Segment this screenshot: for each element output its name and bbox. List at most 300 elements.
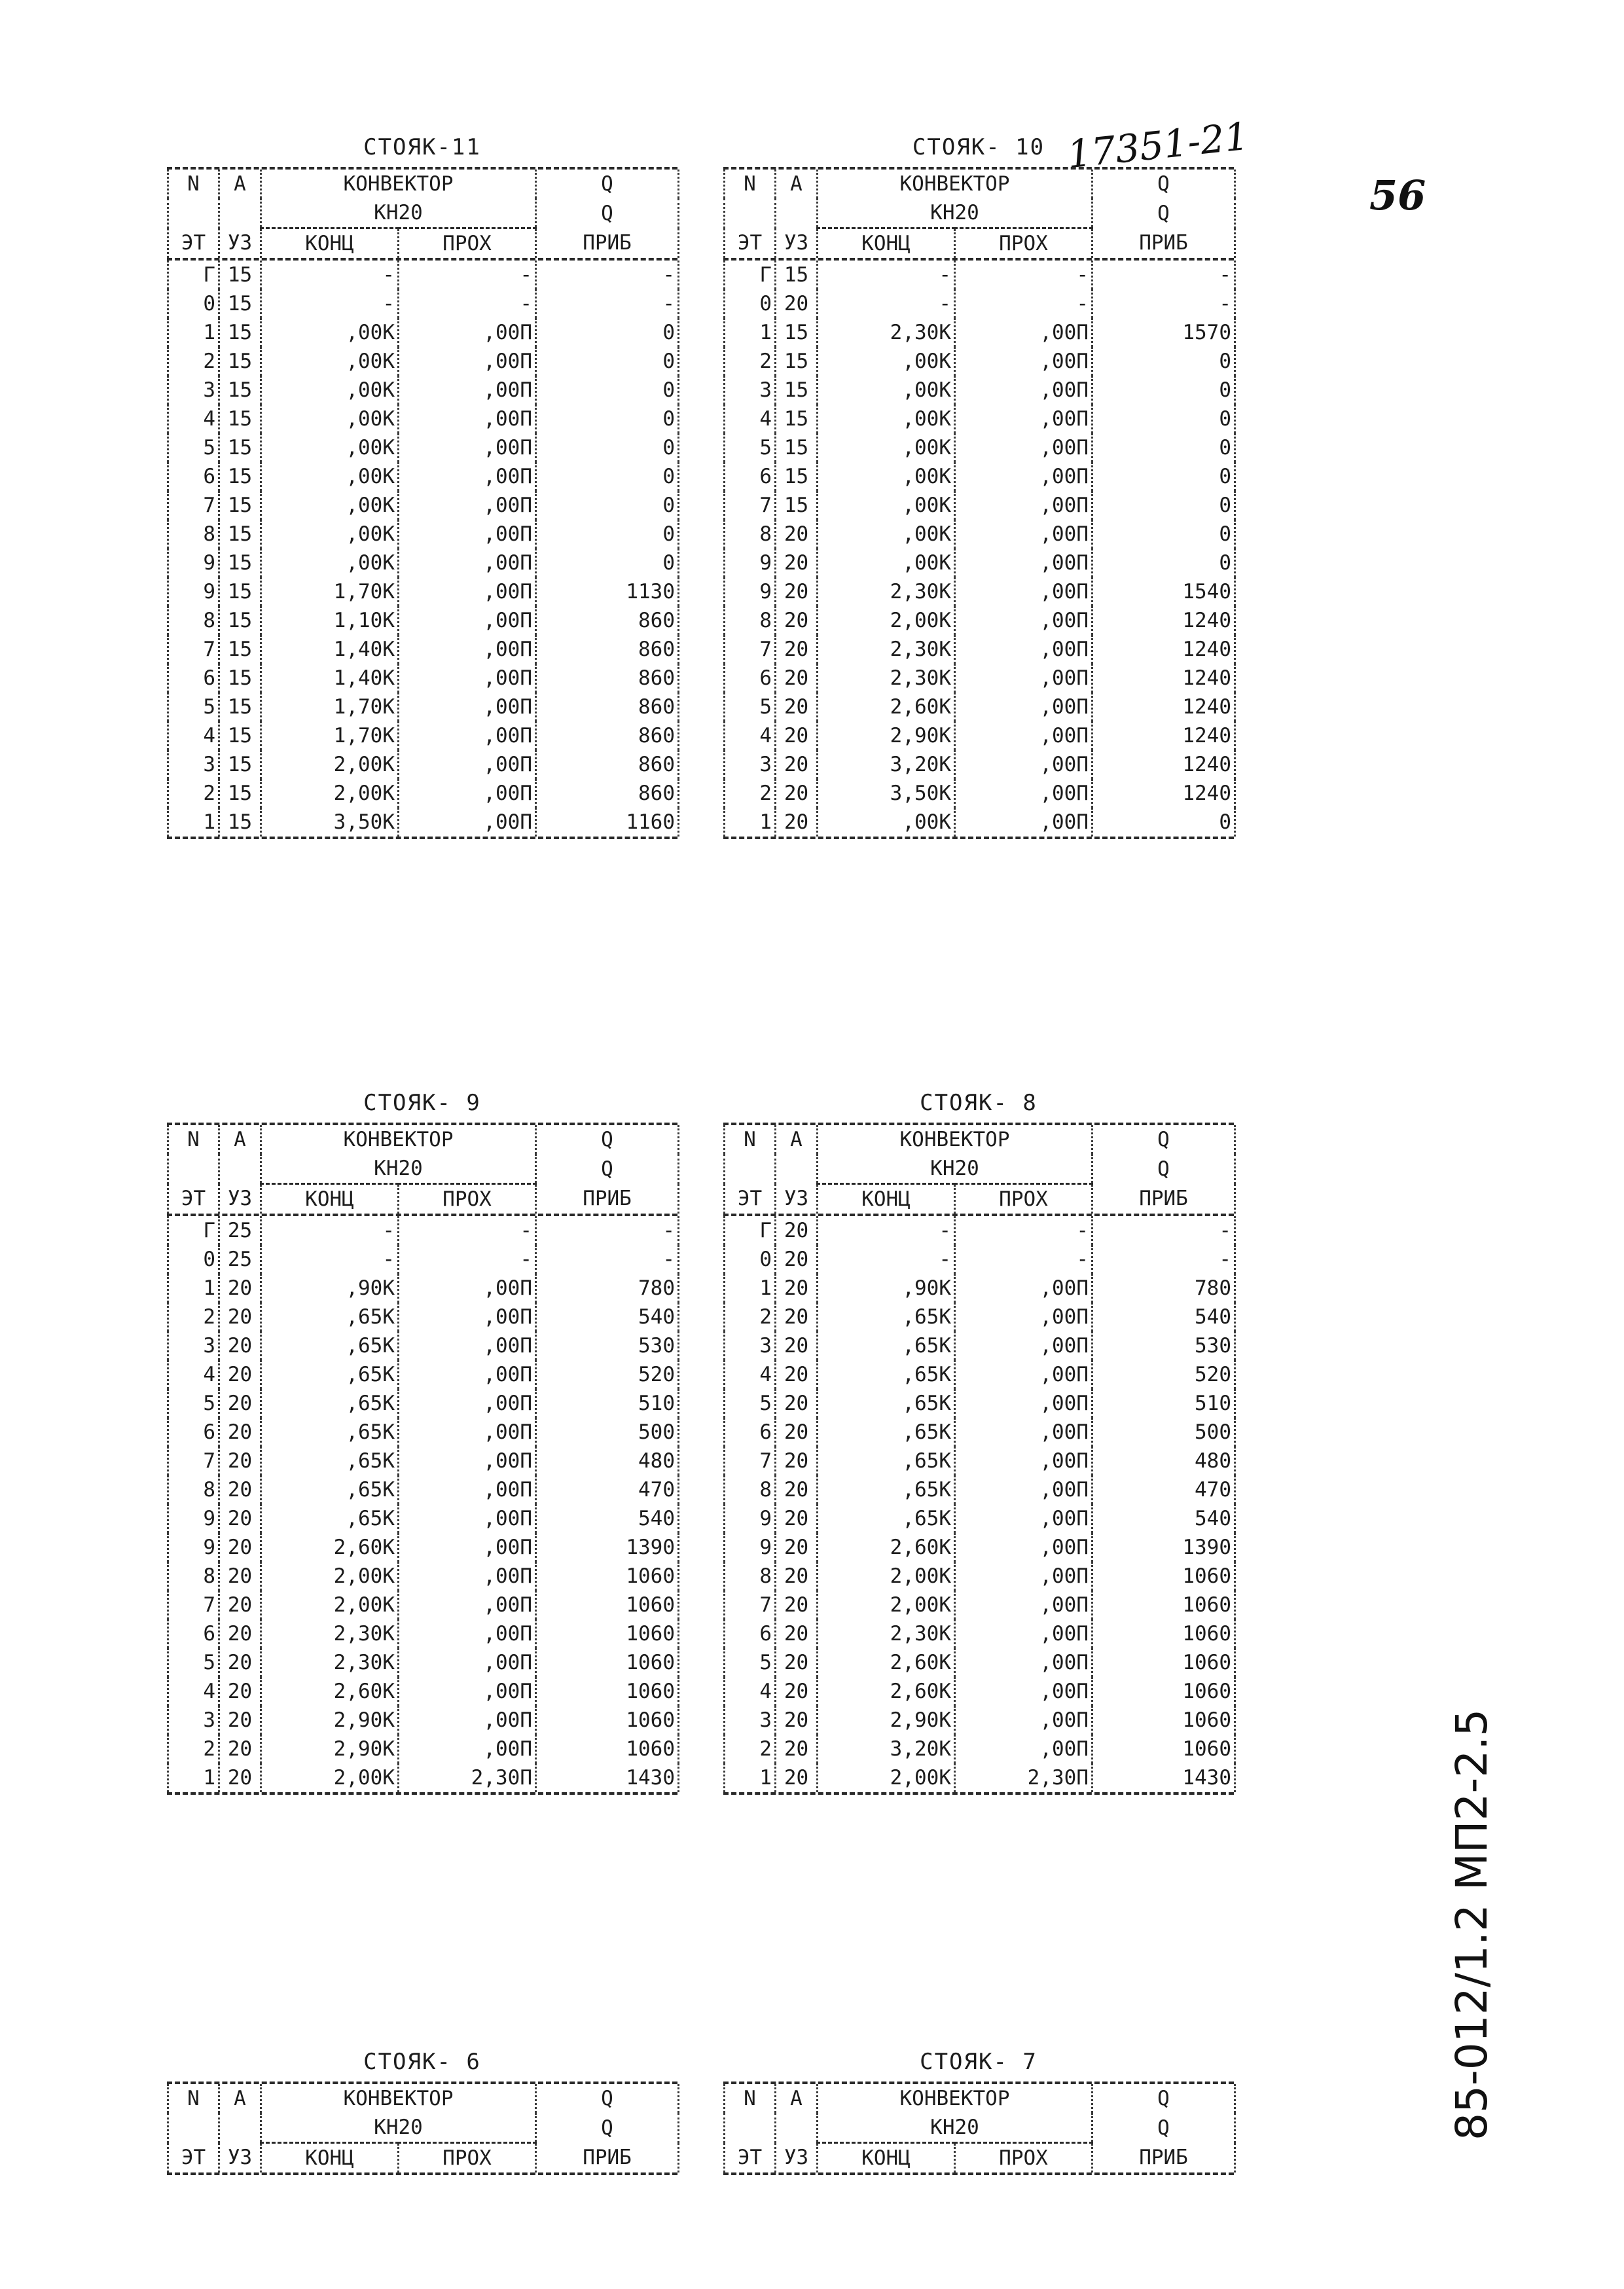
cell-floor: 1 [725, 808, 776, 837]
table-row [725, 1447, 1235, 1475]
cell-konts: - [818, 289, 955, 318]
table-row [168, 1389, 679, 1418]
cell-node: 20 [776, 635, 818, 664]
cell-node: 15 [219, 289, 261, 318]
cell-prokh: ,00П [399, 1331, 536, 1360]
cell-node: 20 [219, 1562, 261, 1591]
cell-konts: 1,70К [261, 577, 399, 606]
cell-node: 20 [219, 1619, 261, 1648]
header-uz: УЗ [219, 1184, 261, 1214]
cell-floor: 2 [725, 779, 776, 808]
cell-floor: 6 [725, 462, 776, 491]
cell-node: 15 [219, 606, 261, 635]
cell-prib: 1060 [536, 1562, 679, 1591]
table-row [168, 289, 679, 318]
cell-konts: ,00К [261, 491, 399, 520]
header-convector: КОНВЕКТОР [818, 1125, 1092, 1154]
cell-prokh: ,00П [399, 1706, 536, 1735]
header-blank [725, 198, 776, 228]
cell-prokh: ,00П [955, 1677, 1092, 1706]
header-blank [219, 198, 261, 228]
table-row [168, 1303, 679, 1331]
header-row [168, 2113, 679, 2143]
cell-node: 20 [219, 1533, 261, 1562]
cell-node: 15 [219, 549, 261, 577]
cell-prib: 0 [536, 491, 679, 520]
cell-konts: 1,40К [261, 664, 399, 693]
riser-block [167, 128, 677, 839]
table-row [725, 779, 1235, 808]
cell-prokh: ,00П [955, 808, 1092, 837]
header-a: А [219, 2084, 261, 2113]
cell-floor: 9 [168, 577, 219, 606]
cell-prokh: ,00П [955, 549, 1092, 577]
cell-floor: 8 [168, 606, 219, 635]
header-model: КН20 [261, 2113, 536, 2143]
header-et: ЭТ [168, 228, 219, 259]
cell-floor: 9 [725, 1504, 776, 1533]
header-row [725, 170, 1235, 198]
riser-block [723, 2042, 1234, 2175]
header-model: КН20 [818, 1154, 1092, 1184]
header-row [168, 1184, 679, 1214]
header-uz: УЗ [776, 228, 818, 259]
cell-prokh: ,00П [399, 1475, 536, 1504]
header-blank [168, 2113, 219, 2143]
cell-konts: ,90К [261, 1274, 399, 1303]
cell-konts: 2,00К [261, 779, 399, 808]
cell-node: 15 [219, 405, 261, 433]
cell-konts: 3,50К [818, 779, 955, 808]
header-prib: ПРИБ [536, 228, 679, 259]
cell-node: 15 [219, 664, 261, 693]
cell-prib: 0 [536, 520, 679, 549]
cell-prokh: ,00П [399, 1389, 536, 1418]
table-row [725, 261, 1235, 289]
cell-prib: 1240 [1092, 750, 1235, 779]
cell-floor: 2 [168, 779, 219, 808]
cell-konts: ,65К [818, 1331, 955, 1360]
header-blank [725, 1154, 776, 1184]
header-row [725, 1184, 1235, 1214]
table-row [168, 577, 679, 606]
cell-node: 15 [219, 347, 261, 376]
cell-prokh: ,00П [399, 376, 536, 405]
header-row [725, 2113, 1235, 2143]
cell-prib: 0 [1092, 549, 1235, 577]
cell-node: 25 [219, 1216, 261, 1245]
cell-prokh: ,00П [955, 1360, 1092, 1389]
table-row [725, 491, 1235, 520]
cell-prokh: - [955, 1216, 1092, 1245]
cell-konts: ,65К [261, 1360, 399, 1389]
cell-floor: 8 [725, 1475, 776, 1504]
header-row [725, 2084, 1235, 2113]
table-row [168, 1504, 679, 1533]
cell-floor: 1 [168, 1274, 219, 1303]
table-row [725, 1533, 1235, 1562]
cell-prib: 1240 [1092, 693, 1235, 721]
cell-floor: 1 [168, 318, 219, 347]
table-row [168, 606, 679, 635]
header-row [168, 1125, 679, 1154]
cell-node: 15 [219, 693, 261, 721]
cell-prokh: ,00П [955, 1389, 1092, 1418]
cell-konts: ,00К [261, 462, 399, 491]
riser-header-table [167, 1125, 679, 1214]
cell-floor: 6 [168, 1619, 219, 1648]
cell-floor: 2 [725, 1303, 776, 1331]
cell-node: 15 [776, 347, 818, 376]
cell-floor: 5 [168, 433, 219, 462]
header-row [168, 228, 679, 259]
cell-node: 20 [219, 1677, 261, 1706]
table-row [168, 1562, 679, 1591]
cell-node: 20 [776, 779, 818, 808]
cell-prokh: ,00П [955, 1562, 1092, 1591]
cell-node: 20 [219, 1648, 261, 1677]
cell-konts: 2,00К [261, 750, 399, 779]
cell-floor: Г [168, 261, 219, 289]
table-row [725, 635, 1235, 664]
cell-prib: - [536, 1245, 679, 1274]
cell-prokh: ,00П [955, 318, 1092, 347]
cell-floor: 6 [168, 664, 219, 693]
cell-prokh: ,00П [399, 577, 536, 606]
cell-konts: 2,60К [261, 1677, 399, 1706]
table-row [725, 1648, 1235, 1677]
riser-data-table [723, 261, 1236, 837]
cell-prokh: ,00П [399, 491, 536, 520]
cell-prib: 520 [1092, 1360, 1235, 1389]
table-row [725, 1562, 1235, 1591]
cell-prib: 1430 [1092, 1763, 1235, 1792]
cell-node: 20 [219, 1475, 261, 1504]
cell-node: 15 [219, 808, 261, 837]
cell-node: 20 [776, 577, 818, 606]
cell-konts: ,00К [818, 376, 955, 405]
header-n: N [168, 2084, 219, 2113]
header-q: Q [1092, 2113, 1235, 2143]
cell-node: 25 [219, 1245, 261, 1274]
cell-prokh: ,00П [399, 1562, 536, 1591]
cell-konts: ,00К [261, 549, 399, 577]
cell-konts: - [261, 289, 399, 318]
cell-prokh: ,00П [955, 1331, 1092, 1360]
header-q: Q [1092, 2084, 1235, 2113]
cell-node: 20 [219, 1735, 261, 1763]
cell-prokh: ,00П [399, 808, 536, 837]
table-row [168, 1533, 679, 1562]
cell-node: 20 [776, 1619, 818, 1648]
cell-floor: 4 [725, 721, 776, 750]
cell-prib: 1060 [1092, 1706, 1235, 1735]
cell-floor: 3 [168, 1331, 219, 1360]
cell-konts: ,65К [261, 1504, 399, 1533]
table-row [725, 1763, 1235, 1792]
table-row [168, 1735, 679, 1763]
cell-floor: 8 [725, 520, 776, 549]
header-convector: КОНВЕКТОР [261, 2084, 536, 2113]
cell-prokh: - [955, 289, 1092, 318]
cell-konts: ,65К [818, 1389, 955, 1418]
cell-node: 20 [776, 1591, 818, 1619]
cell-floor: Г [725, 1216, 776, 1245]
cell-floor: 9 [725, 1533, 776, 1562]
riser-header-table [167, 2084, 679, 2172]
header-row [168, 2084, 679, 2113]
header-row [725, 1125, 1235, 1154]
cell-prib: 1570 [1092, 318, 1235, 347]
cell-prokh: ,00П [955, 779, 1092, 808]
table-row [168, 693, 679, 721]
cell-prokh: ,00П [955, 693, 1092, 721]
table-row [725, 1331, 1235, 1360]
cell-floor: 5 [168, 1389, 219, 1418]
cell-prib: - [536, 289, 679, 318]
cell-node: 20 [776, 750, 818, 779]
cell-prokh: ,00П [399, 1418, 536, 1447]
cell-konts: - [818, 1245, 955, 1274]
dashed-rule [167, 2172, 677, 2175]
cell-konts: 2,90К [818, 721, 955, 750]
cell-prib: 540 [1092, 1504, 1235, 1533]
table-row [168, 347, 679, 376]
cell-konts: 2,60К [818, 693, 955, 721]
dashed-rule [167, 837, 677, 839]
riser-data-table [167, 261, 679, 837]
table-row [168, 1418, 679, 1447]
table-row [725, 376, 1235, 405]
cell-konts: ,00К [261, 347, 399, 376]
cell-prib: 1390 [536, 1533, 679, 1562]
cell-prib: 0 [1092, 808, 1235, 837]
header-prib: ПРИБ [536, 2143, 679, 2173]
cell-konts: ,65К [261, 1303, 399, 1331]
cell-node: 15 [776, 433, 818, 462]
table-row [168, 1331, 679, 1360]
page-number: 56 [1369, 171, 1426, 219]
header-prib: ПРИБ [1092, 1184, 1235, 1214]
header-konts: КОНЦ [818, 2143, 955, 2173]
cell-node: 20 [776, 1677, 818, 1706]
cell-konts: 2,30К [818, 1619, 955, 1648]
cell-prokh: ,00П [955, 347, 1092, 376]
table-row [725, 664, 1235, 693]
cell-prib: 1060 [1092, 1562, 1235, 1591]
cell-floor: 4 [725, 405, 776, 433]
cell-konts: ,00К [818, 347, 955, 376]
cell-prokh: ,00П [955, 520, 1092, 549]
riser-title: СТОЯК- 7 [920, 2049, 1038, 2075]
table-row [725, 1418, 1235, 1447]
cell-node: 15 [219, 318, 261, 347]
cell-prib: 1060 [1092, 1677, 1235, 1706]
header-prib: ПРИБ [536, 1184, 679, 1214]
cell-konts: - [818, 261, 955, 289]
riser-block [723, 128, 1234, 839]
cell-node: 15 [219, 520, 261, 549]
cell-prokh: ,00П [399, 347, 536, 376]
cell-konts: 2,30К [818, 577, 955, 606]
table-row [168, 1274, 679, 1303]
cell-prokh: ,00П [399, 1303, 536, 1331]
table-row [168, 549, 679, 577]
cell-prokh: ,00П [955, 1274, 1092, 1303]
table-row [168, 1360, 679, 1389]
cell-floor: 9 [725, 577, 776, 606]
cell-floor: 5 [168, 1648, 219, 1677]
cell-prib: - [1092, 1216, 1235, 1245]
table-row [725, 808, 1235, 837]
cell-node: 20 [776, 1533, 818, 1562]
cell-node: 15 [219, 721, 261, 750]
cell-floor: Г [168, 1216, 219, 1245]
cell-node: 15 [219, 577, 261, 606]
dashed-rule [167, 1792, 677, 1795]
cell-node: 15 [776, 261, 818, 289]
header-blank [219, 1154, 261, 1184]
header-row [725, 228, 1235, 259]
cell-konts: 1,10К [261, 606, 399, 635]
cell-prib: 0 [1092, 520, 1235, 549]
cell-prokh: ,00П [399, 664, 536, 693]
cell-prokh: ,00П [955, 1648, 1092, 1677]
cell-konts: ,00К [818, 549, 955, 577]
header-blank [776, 2113, 818, 2143]
header-blank [219, 2113, 261, 2143]
cell-floor: 3 [725, 750, 776, 779]
cell-konts: - [261, 261, 399, 289]
table-row [725, 549, 1235, 577]
cell-floor: 1 [725, 1274, 776, 1303]
header-prokh: ПРОХ [399, 228, 536, 259]
header-blank [776, 1154, 818, 1184]
cell-konts: 2,90К [818, 1706, 955, 1735]
cell-floor: 1 [725, 318, 776, 347]
cell-prokh: ,00П [955, 1591, 1092, 1619]
side-document-code: 85-012/1.2 МП2-2.5 [1447, 1708, 1497, 2140]
cell-konts: ,65К [818, 1303, 955, 1331]
cell-konts: ,00К [818, 491, 955, 520]
cell-prib: 0 [536, 433, 679, 462]
cell-prib: 860 [536, 721, 679, 750]
table-row [725, 1360, 1235, 1389]
cell-floor: 7 [725, 491, 776, 520]
cell-node: 20 [776, 1763, 818, 1792]
table-row [725, 750, 1235, 779]
cell-konts: ,00К [261, 318, 399, 347]
cell-prib: 1240 [1092, 664, 1235, 693]
cell-node: 20 [776, 808, 818, 837]
header-row [168, 2143, 679, 2173]
cell-node: 15 [219, 779, 261, 808]
table-row [725, 1389, 1235, 1418]
cell-node: 20 [776, 1360, 818, 1389]
cell-floor: 7 [168, 491, 219, 520]
cell-konts: 2,00К [261, 1763, 399, 1792]
header-a: А [219, 170, 261, 198]
header-convector: КОНВЕКТОР [261, 1125, 536, 1154]
header-a: А [219, 1125, 261, 1154]
dashed-rule [723, 837, 1234, 839]
header-model: КН20 [818, 198, 1092, 228]
cell-prib: 1430 [536, 1763, 679, 1792]
table-row [725, 433, 1235, 462]
cell-node: 15 [219, 750, 261, 779]
document-number-handwritten: 17351-21 [1065, 113, 1251, 177]
cell-konts: ,90К [818, 1274, 955, 1303]
cell-prib: - [536, 261, 679, 289]
cell-prokh: - [399, 261, 536, 289]
header-blank [168, 198, 219, 228]
cell-floor: 3 [725, 1331, 776, 1360]
cell-prib: 0 [536, 462, 679, 491]
riser-header-table [723, 170, 1236, 258]
dashed-rule [723, 1792, 1234, 1795]
riser-header-table [167, 170, 679, 258]
cell-prokh: ,00П [399, 693, 536, 721]
cell-floor: 0 [168, 289, 219, 318]
table-row [725, 1274, 1235, 1303]
header-uz: УЗ [219, 228, 261, 259]
cell-node: 20 [219, 1504, 261, 1533]
header-q: Q [536, 170, 679, 198]
cell-prib: 540 [1092, 1303, 1235, 1331]
cell-prib: 480 [1092, 1447, 1235, 1475]
table-row [168, 664, 679, 693]
cell-prokh: ,00П [399, 1274, 536, 1303]
cell-prib: 1060 [1092, 1591, 1235, 1619]
cell-node: 20 [776, 520, 818, 549]
cell-node: 20 [776, 1245, 818, 1274]
header-konts: КОНЦ [818, 228, 955, 259]
cell-floor: 7 [168, 1447, 219, 1475]
cell-floor: 9 [168, 549, 219, 577]
riser-block [167, 1083, 677, 1795]
header-konts: КОНЦ [261, 1184, 399, 1214]
cell-prokh: ,00П [399, 750, 536, 779]
table-row [725, 1245, 1235, 1274]
table-row [168, 491, 679, 520]
cell-node: 20 [219, 1418, 261, 1447]
cell-prib: 1240 [1092, 635, 1235, 664]
cell-konts: 2,30К [818, 635, 955, 664]
table-row [725, 606, 1235, 635]
cell-floor: 2 [168, 1735, 219, 1763]
header-konts: КОНЦ [261, 2143, 399, 2173]
header-convector: КОНВЕКТОР [261, 170, 536, 198]
cell-konts: ,65К [261, 1447, 399, 1475]
cell-konts: 3,50К [261, 808, 399, 837]
cell-prokh: ,00П [955, 433, 1092, 462]
cell-prib: - [1092, 1245, 1235, 1274]
cell-floor: 7 [725, 1447, 776, 1475]
cell-floor: 4 [725, 1677, 776, 1706]
cell-floor: 6 [725, 1619, 776, 1648]
table-row [725, 1619, 1235, 1648]
header-blank [168, 1154, 219, 1184]
cell-floor: 3 [725, 1706, 776, 1735]
cell-floor: 6 [168, 462, 219, 491]
riser-block [167, 2042, 677, 2175]
cell-prib: 510 [1092, 1389, 1235, 1418]
header-et: ЭТ [168, 2143, 219, 2173]
cell-prokh: ,00П [955, 577, 1092, 606]
cell-konts: - [818, 1216, 955, 1245]
cell-prib: 1060 [1092, 1648, 1235, 1677]
cell-konts: 2,30К [818, 318, 955, 347]
